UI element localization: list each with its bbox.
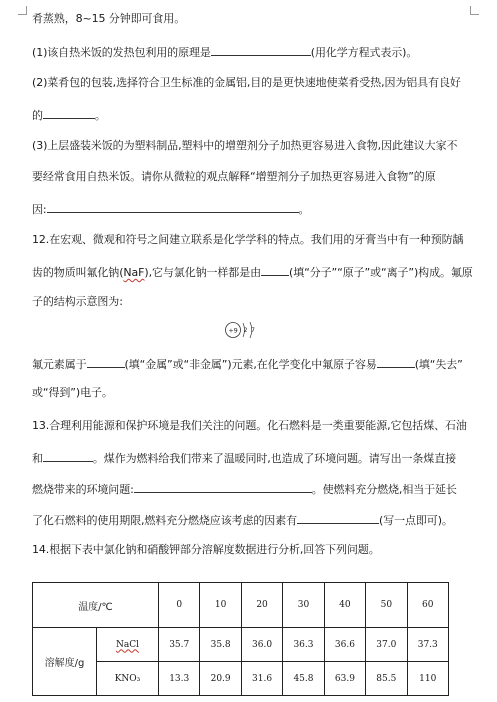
question-12-cont [32,386,113,400]
temp-cell: 30 [283,583,324,628]
substance-cell: KNO₃ [97,662,159,696]
value-cell: 110 [407,662,448,696]
value-cell: 36.3 [283,628,324,662]
text: (1)该自热米饭的发热包利用的原理是 [32,46,211,59]
formula-naf: NaF [123,266,145,279]
text: 13.合理利用能源和保护环境是我们关注的问题。化石燃料是一类重要能源,它包括煤、石油 [32,419,467,432]
text: 14.根据下表中氯化钠和硝酸钾部分溶解度数据进行分析,回答下列问题。 [32,543,380,556]
answer-blank[interactable] [261,264,289,276]
nucleus-charge: +9 [228,326,238,335]
text: (3)上层盛装米饭的为塑料制品,塑料中的增塑剂分子加热更容易进入食物,因此建议大家不 [32,139,458,152]
question-2-cont [32,107,106,123]
question-12-cont [32,295,123,309]
text: (写一点即可)。 [379,514,453,527]
question-3 [32,139,457,153]
text: 的 [32,109,43,122]
text: 齿的物质叫氟化钠( [32,266,124,279]
text: (填“金属”或“非金属”)元素,在化学变化中氟原子容易 [124,358,377,371]
question-13 [32,419,467,433]
text: ),它与氯化钠一样都是由 [144,266,261,279]
value-cell: 31.6 [241,662,282,696]
value-cell: 37.0 [366,628,407,662]
question-14 [32,543,380,557]
value-cell: 35.8 [200,628,241,662]
answer-blank[interactable] [43,107,95,119]
substance-name: NaCl [115,639,139,650]
answer-blank[interactable] [43,450,93,462]
text: 12.在宏观、微观和符号之间建立联系是化学学科的特点。我们用的牙膏当中有一种预防龋 [32,233,464,246]
question-12-cont [32,356,463,372]
text: (填“失去” [414,358,463,371]
text: 了化石燃料的使用期限,燃料充分燃烧应该考虑的因素有 [32,514,297,527]
row-group-cell: 溶解度/g [33,628,97,696]
text: 肴蒸熟，8~15 分钟即可食用。 [32,12,186,25]
question-1 [32,44,417,60]
substance-cell [97,628,159,662]
answer-blank[interactable] [297,512,379,524]
table-row [33,628,449,662]
temp-cell: 20 [241,583,282,628]
value-cell: 36.6 [324,628,365,662]
text: (用化学方程式表示)。 [310,46,418,59]
temp-cell: 10 [200,583,241,628]
text: 氟元素属于 [32,358,87,371]
value-cell: 45.8 [283,662,324,696]
temp-header-cell: 温度/℃ [33,583,159,628]
question-13-cont [32,512,453,528]
text: 燃烧带来的环境问题: [32,483,134,496]
question-13-cont [32,450,456,466]
page-corner-mark [470,6,479,15]
question-3-cont [32,201,309,217]
text: 或“得到”)电子。 [32,386,113,399]
text: (填“分子”“原子”或“离子”)构成。氟原 [289,266,473,279]
text: 。 [94,109,106,122]
answer-blank[interactable] [134,481,312,493]
temp-cell: 40 [324,583,365,628]
text: 。 [298,203,310,216]
text: (2)菜肴包的包装,选择符合卫生标准的金属铝,目的是更快速地使菜肴受热,因为铝具有良好 [32,76,461,89]
shell-1-electrons: 2 [243,327,248,334]
question-13-cont [32,481,457,497]
answer-blank[interactable] [377,356,415,368]
text: 要经常食用自热米饭。请你从微粒的观点解释“增塑剂分子加热更容易进入食物”的原 [32,170,436,183]
answer-blank[interactable] [47,201,299,213]
question-3-cont [32,170,436,184]
text-line [32,12,185,26]
shell-2-electrons: 7 [251,327,255,334]
question-2 [32,76,461,90]
text: 。煤作为燃料给我们带来了温暖同时,也造成了环境问题。请写出一条煤直接 [92,452,457,465]
fluorine-atom-diagram [224,318,264,342]
value-cell: 85.5 [366,662,407,696]
solubility-table [32,582,449,696]
answer-blank[interactable] [87,356,125,368]
table-header-row [33,583,449,628]
answer-blank[interactable] [211,44,311,56]
value-cell: 35.7 [159,628,200,662]
temp-cell: 0 [159,583,200,628]
temp-cell: 50 [366,583,407,628]
page-corner-mark [18,6,27,15]
text: 因: [32,203,47,216]
value-cell: 36.0 [241,628,282,662]
temp-cell: 60 [407,583,448,628]
text: 和 [32,452,43,465]
value-cell: 13.3 [159,662,200,696]
value-cell: 37.3 [407,628,448,662]
value-cell: 20.9 [200,662,241,696]
text: 。使燃料充分燃烧,相当于延长 [311,483,457,496]
question-12-cont [32,264,473,280]
text: 子的结构示意图为: [32,295,123,308]
question-12 [32,233,463,247]
value-cell: 63.9 [324,662,365,696]
